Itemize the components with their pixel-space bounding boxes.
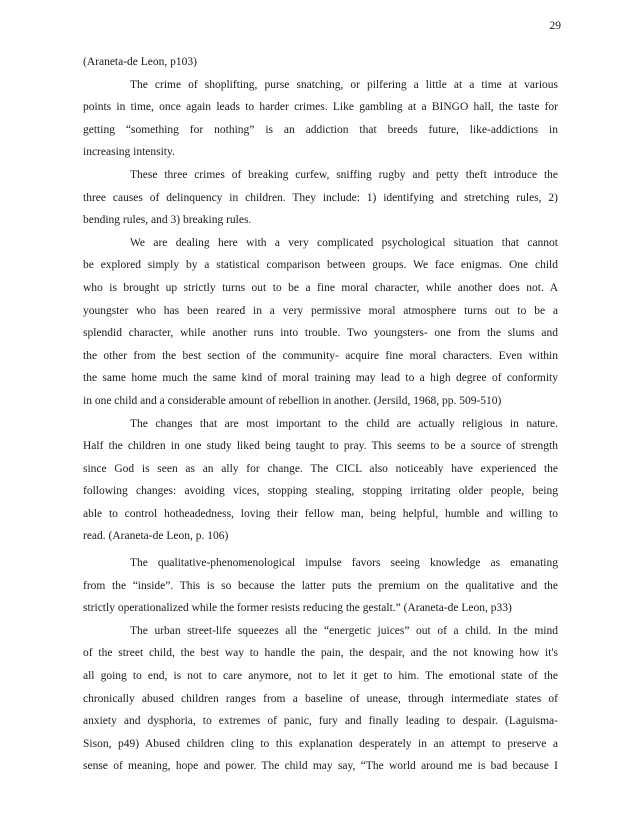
- text-line: We are dealing here with a very complicated psychological situation that cannot: [130, 236, 558, 249]
- text-line: of the street child, the best way to handle the pain, the despair, and the not knowing how it's: [83, 647, 558, 660]
- text-line: anxiety and dysphoria, to extremes of panic, fury and finally leading to despair. (Laguisma-: [83, 715, 558, 728]
- text-line: all going to end, is not to care anymore, not to let it get to him. The emotional state of the: [83, 670, 558, 683]
- text-line: the same home much the same kind of moral training may lead to a high degree of conformity: [83, 372, 558, 385]
- text-line: increasing intensity.: [83, 146, 175, 159]
- text-line: points in time, once again leads to harder crimes. Like gambling at a BINGO hall, the taste for: [83, 101, 558, 114]
- text-line: three causes of delinquency in children. They include: 1) identifying and stretching rules, 2): [83, 191, 558, 204]
- text-line: since God is seen as an ally for change. The CICL also noticeably have experienced the: [83, 462, 558, 475]
- text-line: strictly operationalized while the former resists reducing the gestalt.” (Araneta-de Leon, p33): [83, 602, 512, 615]
- text-line: sense of meaning, hope and power. The child may say, “The world around me is bad because I: [83, 760, 558, 773]
- text-line: able to control hotheadedness, loving their fellow man, being helpful, humble and willing to: [83, 507, 558, 520]
- text-line: Half the children in one study liked being taught to pray. This seems to be a source of strength: [83, 440, 558, 453]
- text-line: The crime of shoplifting, purse snatching, or pilfering a little at a time at various: [130, 78, 558, 91]
- text-line: youngster who has been reared in a very permissive moral atmosphere turns out to be a: [83, 304, 558, 317]
- text-line: chronically abused children ranges from a baseline of unease, through intermediate states of: [83, 692, 558, 705]
- text-line: be explored simply by a statistical comparison between groups. We face enigmas. One child: [83, 259, 558, 272]
- text-line: The changes that are most important to the child are actually religious in nature.: [130, 417, 558, 430]
- text-line: Sison, p49) Abused children cling to this explanation desperately in an attempt to preserve a: [83, 737, 558, 750]
- text-line: from the “inside”. This is so because the latter puts the premium on the qualitative and the: [83, 579, 558, 592]
- text-line: The urban street-life squeezes all the “energetic juices” out of a child. In the mind: [130, 624, 558, 637]
- document-body: [83, 51, 558, 778]
- text-line: following changes: avoiding vices, stopping stealing, stopping irritating older people, being: [83, 485, 558, 498]
- text-line: in one child and a considerable amount of rebellion in another. (Jersild, 1968, pp. 509-510): [83, 394, 502, 407]
- text-line: The qualitative-phenomenological impulse favors seeing knowledge as emanating: [130, 557, 558, 570]
- text-line: read. (Araneta-de Leon, p. 106): [83, 530, 229, 543]
- text-line: the other from the best section of the community- acquire fine moral characters. Even within: [83, 349, 558, 362]
- text-line: (Araneta-de Leon, p103): [83, 56, 197, 68]
- text-line: who is brought up strictly turns out to be a fine moral character, while another does not. A: [83, 281, 558, 294]
- text-line: splendid character, while another runs into trouble. Two youngsters- one from the slums and: [83, 327, 558, 340]
- text-line: These three crimes of breaking curfew, sniffing rugby and petty theft introduce the: [130, 168, 558, 181]
- text-line: bending rules, and 3) breaking rules.: [83, 214, 252, 227]
- page-number: 29: [549, 20, 561, 32]
- text-line: getting “something for nothing” is an addiction that breeds future, like-addictions in: [83, 123, 558, 136]
